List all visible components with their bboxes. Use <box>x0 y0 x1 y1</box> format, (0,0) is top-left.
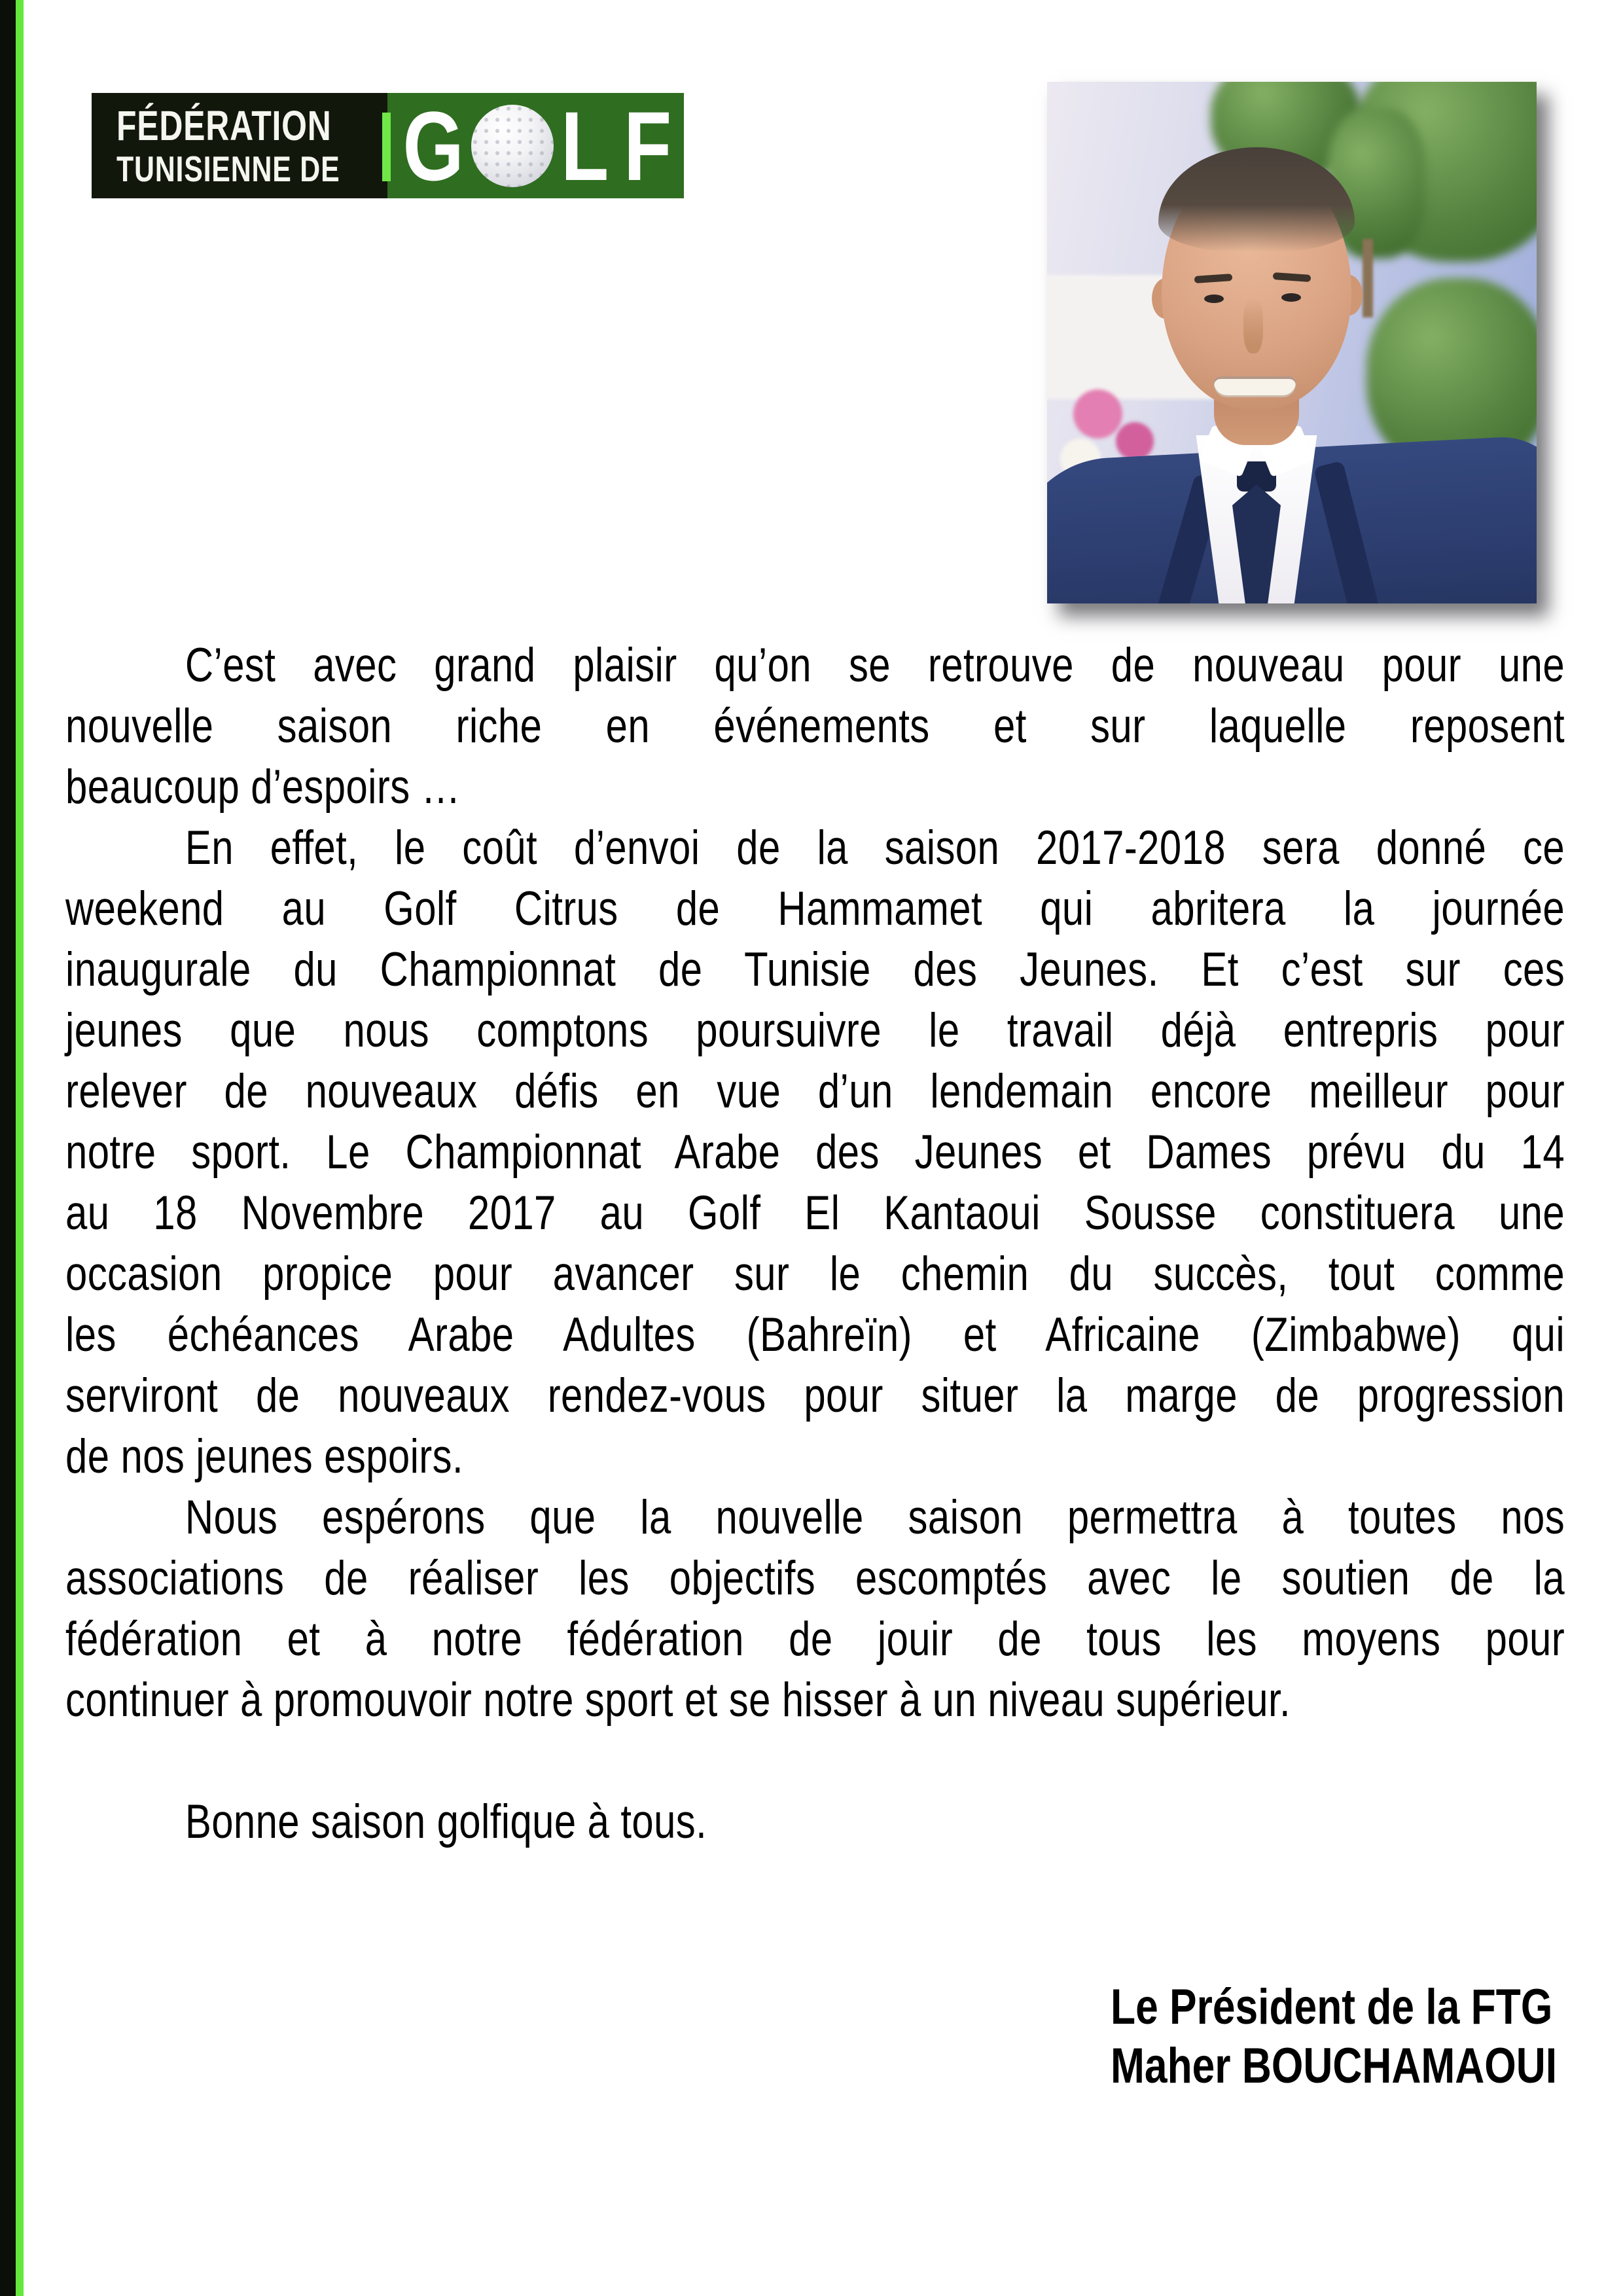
body-text-line: Bonne saison golfique à tous. <box>185 1795 707 1848</box>
signature-title: Le Président de la FTG <box>1111 1979 1553 2035</box>
body-text-line: nouvelle saison riche en événements et sur laquelle reposent <box>65 700 1565 753</box>
paragraph <box>65 635 1565 817</box>
signature-name: Maher BOUCHAMAOUI <box>1111 2038 1558 2094</box>
body-text-line: les échéances Arabe Adultes (Bahreïn) et Africaine (Zimbabwe) qui <box>65 1308 1565 1361</box>
logo-golf-letter-f: F <box>623 90 671 201</box>
logo-federation-line1: FÉDÉRATION <box>116 101 332 149</box>
ftg-logo <box>92 90 684 201</box>
photo-eye <box>1281 293 1301 302</box>
logo-golf-letter-g: G <box>402 90 463 201</box>
body-text-line: jeunes que nous comptons poursuivre le travail déjà entrepris pour <box>65 1004 1565 1057</box>
body-text-line: En effet, le coût d’envoi de la saison 2017-2018 sera donné ce <box>185 821 1565 874</box>
photo-smile <box>1214 376 1296 397</box>
body-text-line: notre sport. Le Championnat Arabe des Jeunes et Dames prévu du 14 <box>65 1126 1565 1179</box>
golf-ball-icon <box>471 105 554 187</box>
logo-golf-letter-l: L <box>561 90 608 201</box>
body-text-line: de nos jeunes espoirs. <box>65 1430 464 1483</box>
logo-federation-panel <box>92 93 387 198</box>
body-text-line: Nous espérons que la nouvelle saison permettra à toutes nos <box>185 1491 1565 1544</box>
body-text-line: weekend au Golf Citrus de Hammamet qui abritera la journée <box>65 882 1565 935</box>
body-text-line: occasion propice pour avancer sur le chemin du succès, tout comme <box>65 1247 1565 1300</box>
photo-nose <box>1243 298 1263 353</box>
photo-eye <box>1204 295 1224 303</box>
paragraph <box>65 1487 1565 1731</box>
signature-block <box>1111 1978 1623 2096</box>
photo-flower <box>1073 389 1122 439</box>
body-text-line: C’est avec grand plaisir qu’on se retrouve de nouveau pour une <box>185 639 1565 692</box>
body-text-line: beaucoup d’espoirs … <box>65 761 461 814</box>
logo-accent-bar <box>382 113 391 181</box>
body-text-line: au 18 Novembre 2017 au Golf El Kantaoui Sousse constituera une <box>65 1187 1565 1240</box>
body-text-line: inaugurale du Championnat de Tunisie des Jeunes. Et c’est sur ces <box>65 943 1565 996</box>
body-text-line: fédération et à notre fédération de jouir de tous les moyens pour <box>65 1613 1565 1666</box>
left-edge-dark-strip <box>0 0 16 2296</box>
letter-body <box>65 635 1565 1852</box>
logo-golf-panel <box>387 90 684 201</box>
logo-federation-line2: TUNISIENNE DE <box>116 148 340 189</box>
photo-tree-trunk <box>1363 239 1373 317</box>
left-edge-green-strip <box>16 0 24 2296</box>
body-text-line: serviront de nouveaux rendez-vous pour situer la marge de progression <box>65 1369 1565 1422</box>
photo-flower <box>1116 422 1154 460</box>
president-photo <box>1047 82 1537 603</box>
body-text-line: relever de nouveaux défis en vue d’un lendemain encore meilleur pour <box>65 1065 1565 1118</box>
paragraph <box>65 817 1565 1487</box>
body-text-line: continuer à promouvoir notre sport et se hisser à un niveau supérieur. <box>65 1674 1291 1727</box>
paragraph <box>65 1791 1565 1852</box>
body-text-line: associations de réaliser les objectifs escomptés avec le soutien de la <box>65 1552 1565 1605</box>
